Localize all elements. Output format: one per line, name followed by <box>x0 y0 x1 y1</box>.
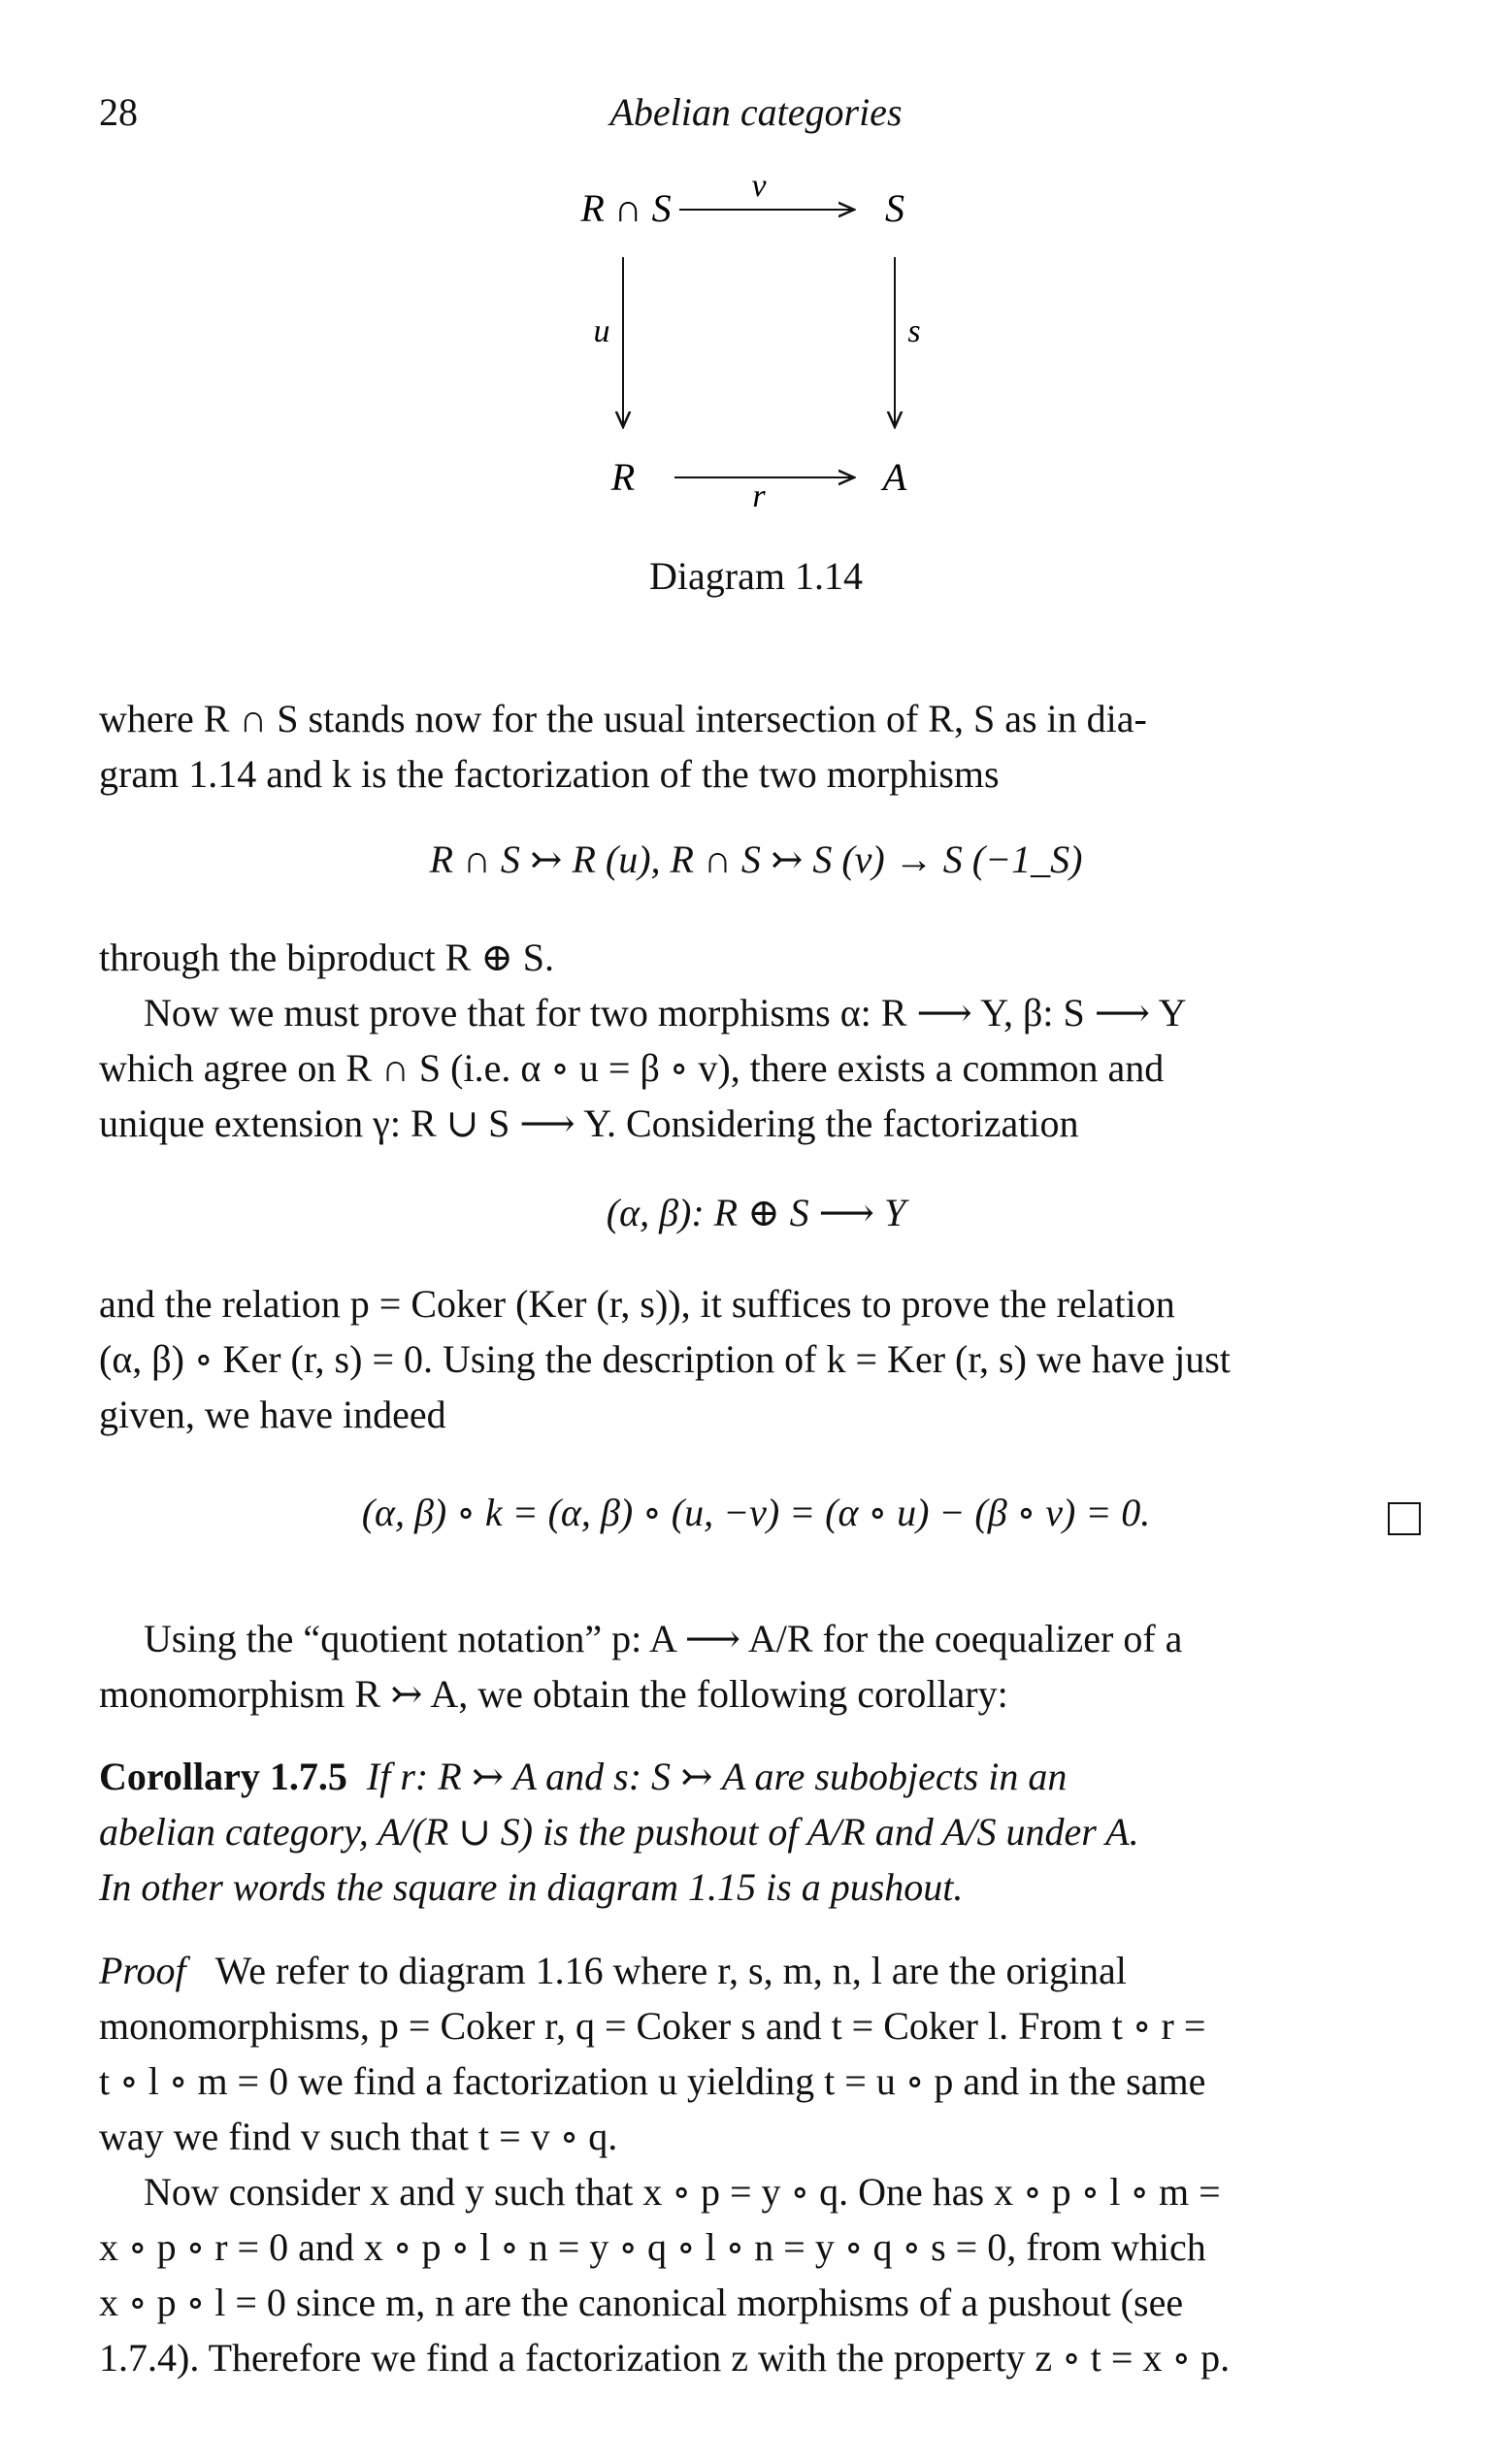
text-line: (α, β) ∘ Ker (r, s) = 0. Using the description of k = Ker (r, s) we have just <box>99 1337 1231 1381</box>
node-top-right: S <box>885 186 904 230</box>
text-line: 1.7.4). Therefore we find a factorization z with the property z ∘ t = x ∘ p. <box>99 2336 1231 2380</box>
node-bottom-right: A <box>882 455 907 499</box>
text-line: t ∘ l ∘ m = 0 we find a factorization u yielding t = u ∘ p and in the same <box>99 2059 1206 2103</box>
text-line: In other words the square in diagram 1.15 is a pushout. <box>99 1865 964 1909</box>
text-line: gram 1.14 and k is the factorization of the two morphisms <box>99 752 1000 796</box>
text-line: Using the “quotient notation” p: A ⟶ A/R for the coequalizer of a <box>144 1617 1183 1660</box>
paragraph-extension <box>99 985 1419 1151</box>
arrow-top-label: v <box>751 168 767 204</box>
paragraph-quotient <box>99 1611 1419 1722</box>
text-line: Now we must prove that for two morphisms α: R ⟶ Y, β: S ⟶ Y <box>144 991 1187 1034</box>
proof <box>99 1943 1419 2164</box>
page-number: 28 <box>99 90 138 134</box>
paragraph-consider <box>99 2164 1419 2385</box>
text-line: x ∘ p ∘ l = 0 since m, n are the canonical morphisms of a pushout (see <box>99 2281 1184 2324</box>
arrow-right-label: s <box>907 313 921 349</box>
paragraph-relation <box>99 1276 1419 1442</box>
text-line: monomorphisms, p = Coker r, q = Coker s and t = Coker l. From t ∘ r = <box>99 2004 1206 2048</box>
text-line: given, we have indeed <box>99 1393 446 1436</box>
text-line: where R ∩ S stands now for the usual intersection of R, S as in dia- <box>99 697 1147 740</box>
text-line: which agree on R ∩ S (i.e. α ∘ u = β ∘ v), there exists a common and <box>99 1046 1165 1090</box>
text-line: monomorphism R ↣ A, we obtain the following corollary: <box>99 1672 1008 1716</box>
corollary-text: If r: R ↣ A and s: S ↣ A are subobjects in an <box>366 1755 1068 1798</box>
node-bottom-left: R <box>610 455 636 499</box>
arrow-bottom-label: r <box>752 478 766 514</box>
corollary <box>99 1749 1419 1915</box>
paragraph-intro <box>99 691 1419 802</box>
commutative-diagram <box>0 0 1512 621</box>
arrow-left-label: u <box>593 313 610 349</box>
corollary-label: Corollary 1.7.5 <box>99 1755 347 1798</box>
node-top-left: R ∩ S <box>580 186 672 230</box>
proof-label: Proof <box>99 1949 186 1992</box>
proof-text: We refer to diagram 1.16 where r, s, m, n, l are the original <box>214 1949 1127 1992</box>
display-morphisms: R ∩ S ↣ R (u), R ∩ S ↣ S (v) → S (−1_S) <box>429 837 1083 881</box>
text-line: x ∘ p ∘ r = 0 and x ∘ p ∘ l ∘ n = y ∘ q ∘ l ∘ n = y ∘ q ∘ s = 0, from which <box>99 2225 1206 2269</box>
paragraph-biproduct: through the biproduct R ⊕ S. <box>99 936 555 979</box>
display-computation: (α, β) ∘ k = (α, β) ∘ (u, −v) = (α ∘ u) − (β ∘ v) = 0. <box>361 1491 1151 1534</box>
qed-square-icon <box>1388 1502 1421 1535</box>
text-line: unique extension γ: R ∪ S ⟶ Y. Considering the factorization <box>99 1101 1079 1145</box>
text-line: and the relation p = Coker (Ker (r, s)), it suffices to prove the relation <box>99 1282 1175 1326</box>
text-line: Now consider x and y such that x ∘ p = y ∘ q. One has x ∘ p ∘ l ∘ m = <box>144 2170 1221 2214</box>
running-title: Abelian categories <box>609 90 903 134</box>
diagram-caption: Diagram 1.14 <box>649 554 863 598</box>
text-line: abelian category, A/(R ∪ S) is the pushout of A/R and A/S under A. <box>99 1810 1139 1854</box>
display-factorization: (α, β): R ⊕ S ⟶ Y <box>606 1191 906 1234</box>
text-line: way we find v such that t = v ∘ q. <box>99 2115 618 2158</box>
